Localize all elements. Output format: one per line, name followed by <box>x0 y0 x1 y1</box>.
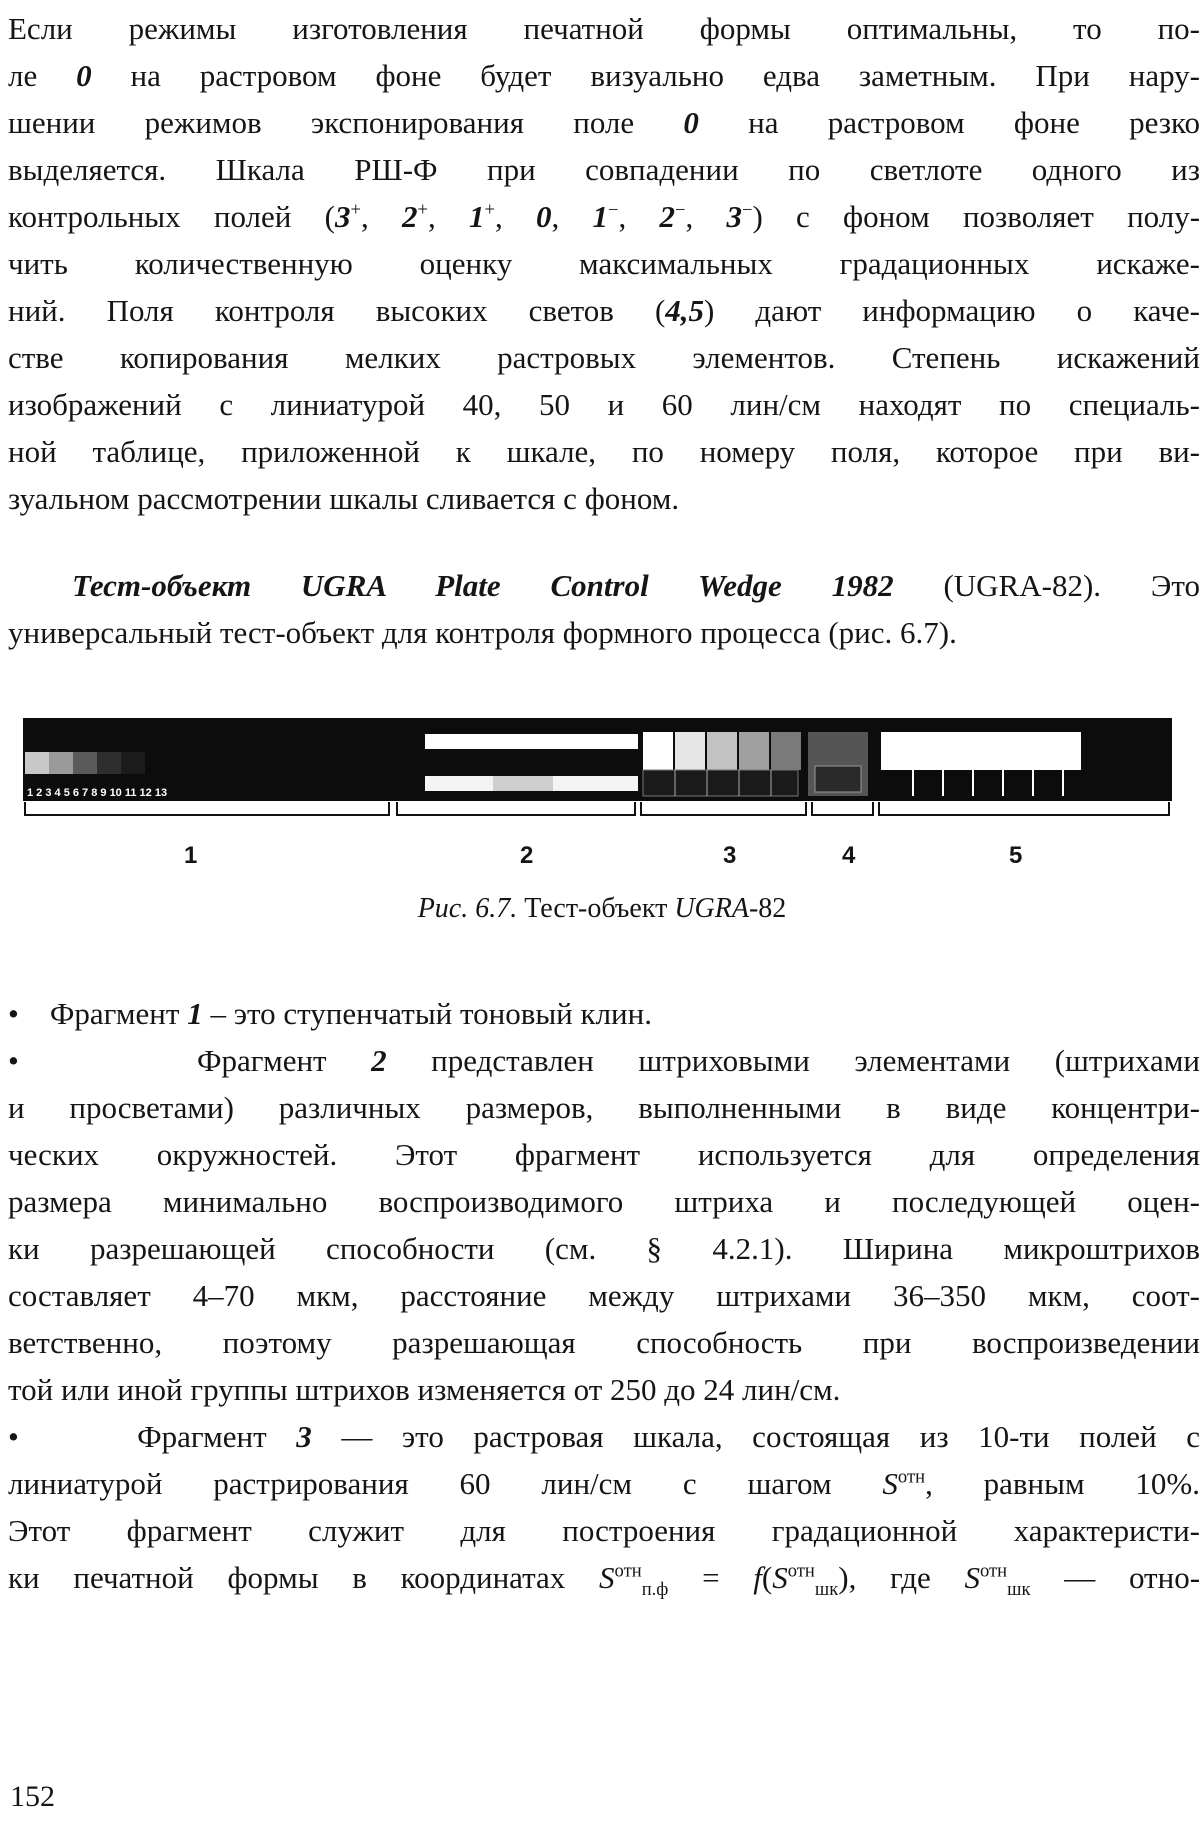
text-line: Этот фрагмент служит для построения градационной характеристи- <box>8 1513 1200 1548</box>
text-line: ки печатной формы в координатах $S^{отн}_{п.ф} = f(S^{отн}_{шк})$, где $S^{отн}_{шк}$ — отно- <box>8 1560 1201 1601</box>
text-line: зуальном рассмотрении шкалы сливается с фоном. <box>8 481 680 516</box>
text-line: чить количественную оценку максимальных градационных искаже- <box>8 246 1200 281</box>
paragraph-2 <box>8 562 1200 656</box>
text-span: (UGRA-82). Это <box>893 568 1200 603</box>
text-line: универсальный тест-объект для контроля формного процесса (рис. 6.7). <box>8 615 957 650</box>
text-line: ки разрешающей способности (см. § 4.2.1). Ширина микроштрихов <box>8 1231 1200 1266</box>
text-line: ний. Поля контроля высоких светов (4,5) дают информацию о каче- <box>8 293 1200 328</box>
text-line: ной таблице, приложенной к шкале, по номеру поля, которое при ви- <box>8 434 1200 469</box>
text-line: и просветами) различных размеров, выполненными в виде концентри- <box>8 1090 1200 1125</box>
text-line: ветственно, поэтому разрешающая способность при воспроизведении <box>8 1325 1200 1360</box>
figure-label-5: 5 <box>1009 842 1023 869</box>
wedge-numbers: 1 2 3 4 5 6 7 8 9 10 11 12 13 <box>27 787 168 799</box>
text-line: шении режимов экспонирования поле 0 на растровом фоне резко <box>8 105 1200 140</box>
fragment-brackets <box>25 802 1169 815</box>
text-line: той или иной группы штрихов изменяется от 250 до 24 лин/см. <box>8 1372 841 1407</box>
page-number: 152 <box>10 1780 55 1813</box>
bullet-list <box>8 990 1200 1601</box>
figure-label-4: 4 <box>842 842 856 869</box>
text-line: линиатурой растрирования 60 лин/см с шагом $S^{отн}$, равным 10%. <box>8 1466 1200 1501</box>
bullet-1: • Фрагмент 1 – это ступенчатый тоновый клин. <box>8 996 652 1031</box>
text-line: ле 0 на растровом фоне будет визуально едва заметным. При нару- <box>8 58 1201 93</box>
text-line: изображений с линиатурой 40, 50 и 60 лин/см находят по специаль- <box>8 387 1200 422</box>
figure-label-2: 2 <box>520 842 534 869</box>
test-object-title: Тест-объект UGRA Plate Control Wedge 1982 <box>72 568 894 603</box>
paragraph-1 <box>8 5 1200 522</box>
text-line: выделяется. Шкала РШ-Ф при совпадении по светлоте одного из <box>8 152 1200 187</box>
ugra-82-test-object-figure <box>23 718 1172 836</box>
figure-label-3: 3 <box>723 842 737 869</box>
bullet-3: • Фрагмент 3 — это растровая шкала, состоящая из 10-ти полей с <box>8 1419 1200 1454</box>
halftone-scale <box>643 732 801 796</box>
figure-caption <box>0 893 1204 925</box>
caption-text: Тест-объект UGRA-82 <box>524 893 787 924</box>
text-line: Если режимы изготовления печатной формы оптимальны, то по- <box>8 11 1200 46</box>
text-line: ческих окружностей. Этот фрагмент используется для определения <box>8 1137 1200 1172</box>
step-wedge <box>25 752 145 774</box>
slur-field <box>808 732 868 796</box>
text-line <box>8 562 1200 609</box>
bullet-2: • Фрагмент 2 представлен штриховыми элементами (штрихами <box>8 1043 1200 1078</box>
text-line: контрольных полей (3+, 2+, 1+, 0, 1−, 2−, 3−) с фоном позволяет полу- <box>8 199 1201 234</box>
text-line: размера минимально воспроизводимого штриха и последующей оцен- <box>8 1184 1200 1219</box>
text-line: составляет 4–70 мкм, расстояние между штрихами 36–350 мкм, соот- <box>8 1278 1200 1313</box>
text-line: стве копирования мелких растровых элементов. Степень искажений <box>8 340 1200 375</box>
figure-label-1: 1 <box>184 842 198 869</box>
caption-prefix: Рис. 6.7. <box>417 893 518 924</box>
